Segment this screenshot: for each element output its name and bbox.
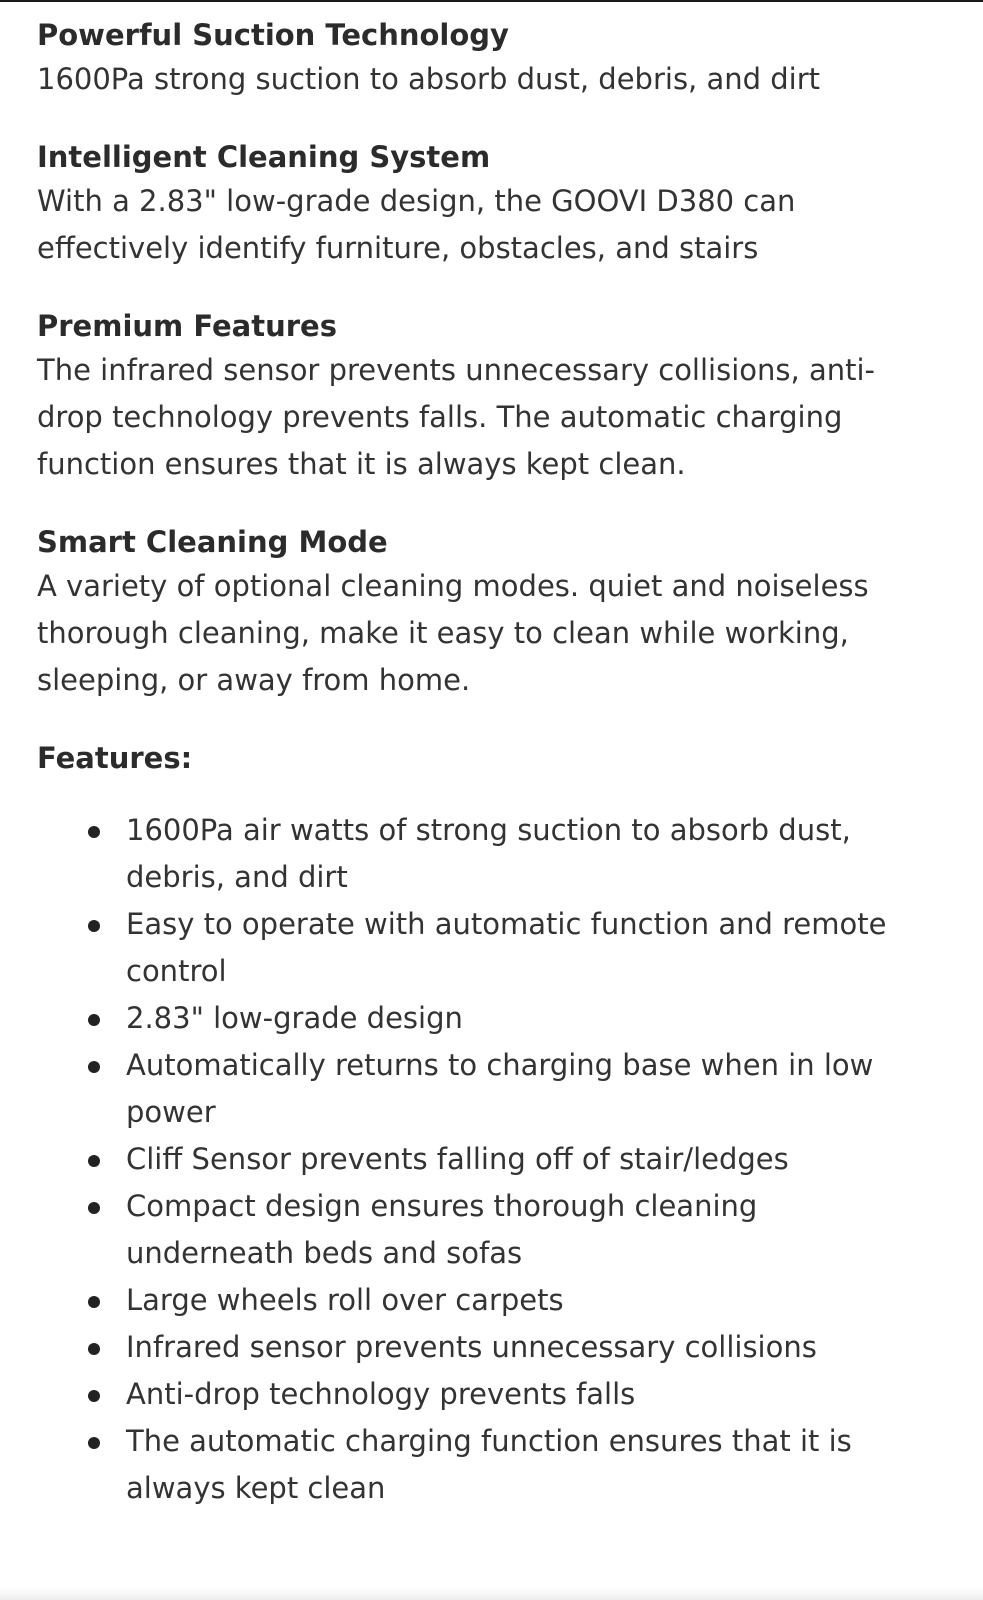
product-description xyxy=(37,14,957,1512)
list-item-text: 1600Pa air watts of strong suction to absorb dust, debris, and dirt xyxy=(126,813,851,894)
bullet-icon xyxy=(88,1343,100,1355)
section-smart-cleaning-mode xyxy=(37,521,957,704)
list-item-text: Cliff Sensor prevents falling off of stair/ledges xyxy=(126,1142,789,1176)
list-item-text: 2.83" low-grade design xyxy=(126,1001,463,1035)
features-list xyxy=(37,807,957,1512)
list-item xyxy=(126,901,891,995)
list-item-text: Infrared sensor prevents unnecessary collisions xyxy=(126,1330,817,1364)
list-item-text: The automatic charging function ensures that it is always kept clean xyxy=(126,1424,852,1505)
bullet-icon xyxy=(88,1061,100,1073)
list-item-text: Anti-drop technology prevents falls xyxy=(126,1377,636,1411)
section-title: Intelligent Cleaning System xyxy=(37,140,491,174)
section-body: With a 2.83" low-grade design, the GOOVI D380 can effectively identify furniture, obstacles, and stairs xyxy=(37,184,796,265)
bullet-icon xyxy=(88,1390,100,1402)
section-intelligent-cleaning xyxy=(37,136,957,272)
bullet-icon xyxy=(88,920,100,932)
section-title: Premium Features xyxy=(37,309,337,343)
section-body: The infrared sensor prevents unnecessary collisions, anti-drop technology prevents falls. The automatic charging function ensures that it is always kept clean. xyxy=(37,353,875,481)
bullet-icon xyxy=(88,1202,100,1214)
list-item-text: Compact design ensures thorough cleaning underneath beds and sofas xyxy=(126,1189,758,1270)
bullet-icon xyxy=(88,1014,100,1026)
bullet-icon xyxy=(88,1437,100,1449)
list-item xyxy=(126,1042,891,1136)
section-body: A variety of optional cleaning modes. quiet and noiseless thorough cleaning, make it easy to clean while working, sleeping, or away from home. xyxy=(37,569,869,697)
section-premium-features xyxy=(37,305,957,488)
features-heading: Features: xyxy=(37,741,193,775)
section-title: Smart Cleaning Mode xyxy=(37,525,388,559)
list-item xyxy=(126,807,891,901)
bullet-icon xyxy=(88,826,100,838)
list-item-text: Automatically returns to charging base when in low power xyxy=(126,1048,874,1129)
section-body: 1600Pa strong suction to absorb dust, debris, and dirt xyxy=(37,62,821,96)
list-item xyxy=(126,1418,891,1512)
list-item xyxy=(126,995,891,1042)
list-item xyxy=(126,1136,891,1183)
section-title: Powerful Suction Technology xyxy=(37,18,509,52)
list-item-text: Large wheels roll over carpets xyxy=(126,1283,564,1317)
list-item-text: Easy to operate with automatic function and remote control xyxy=(126,907,887,988)
top-divider xyxy=(0,0,983,2)
list-item xyxy=(126,1324,891,1371)
bottom-edge-shadow xyxy=(0,1588,983,1600)
list-item xyxy=(126,1371,891,1418)
bullet-icon xyxy=(88,1296,100,1308)
list-item xyxy=(126,1183,891,1277)
section-suction xyxy=(37,14,957,103)
list-item xyxy=(126,1277,891,1324)
bullet-icon xyxy=(88,1155,100,1167)
